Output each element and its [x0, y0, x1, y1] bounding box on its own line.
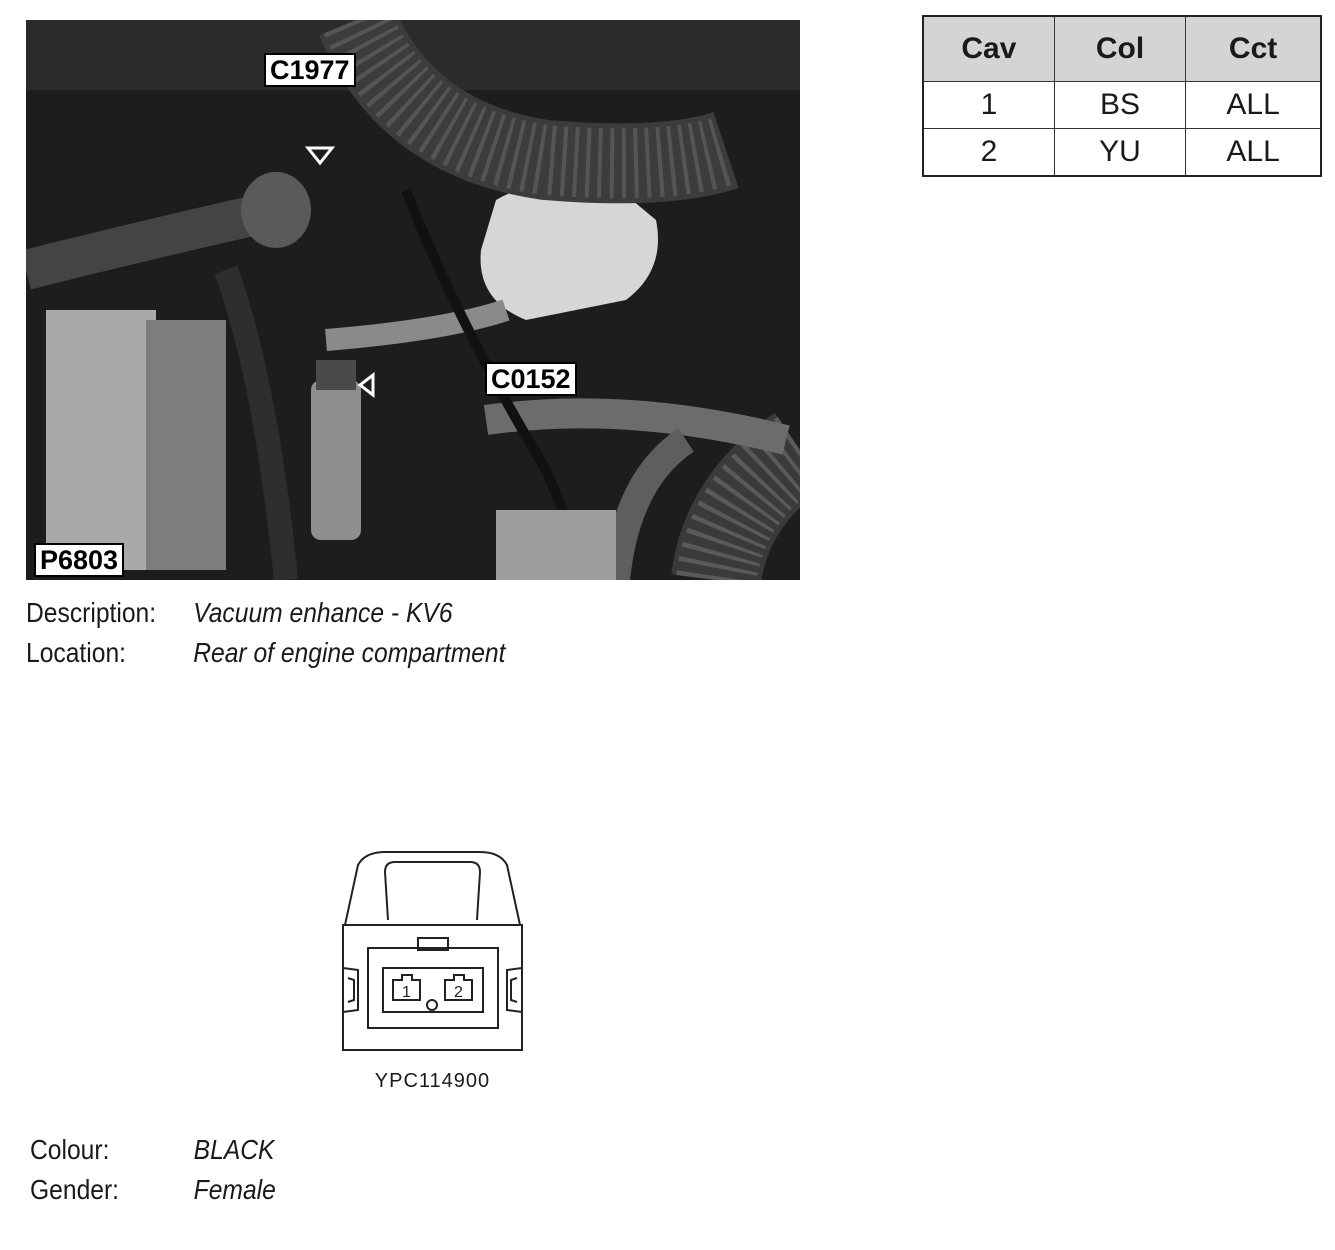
colour-row: [30, 1133, 274, 1167]
label-photo-ref: P6803: [34, 543, 124, 577]
header-cav: Cav: [923, 16, 1054, 82]
table-row: [923, 82, 1321, 129]
location-label: Location:: [26, 637, 127, 668]
engine-photo-illustration: [26, 20, 800, 580]
pin-table: [922, 15, 1322, 177]
colour-value: BLACK: [193, 1134, 275, 1165]
description-label: Description:: [26, 597, 157, 628]
gender-label: Gender:: [30, 1174, 120, 1205]
cell-cct: ALL: [1186, 82, 1321, 129]
table-row: [923, 129, 1321, 177]
label-connector-c1977: C1977: [264, 53, 356, 87]
engine-photo: [26, 20, 800, 580]
description-value: Vacuum enhance - KV6: [193, 597, 453, 628]
location-row: [26, 636, 505, 670]
location-value: Rear of engine compartment: [193, 637, 506, 668]
cell-col: BS: [1054, 82, 1185, 129]
cell-cav: 1: [923, 82, 1054, 129]
header-cct: Cct: [1186, 16, 1321, 82]
gender-value: Female: [193, 1174, 276, 1205]
connector-face-diagram: [340, 850, 525, 1055]
pin-2-label: 2: [454, 984, 463, 1001]
cell-col: YU: [1054, 129, 1185, 177]
cell-cav: 2: [923, 129, 1054, 177]
part-number: YPC114900: [374, 1070, 491, 1092]
pin-1-label: 1: [402, 984, 411, 1001]
cell-cct: ALL: [1186, 129, 1321, 177]
label-connector-c0152: C0152: [485, 362, 577, 396]
colour-label: Colour:: [30, 1134, 110, 1165]
pin-table-header: [923, 16, 1321, 82]
description-row: [26, 596, 453, 630]
header-col: Col: [1054, 16, 1185, 82]
gender-row: [30, 1173, 276, 1207]
